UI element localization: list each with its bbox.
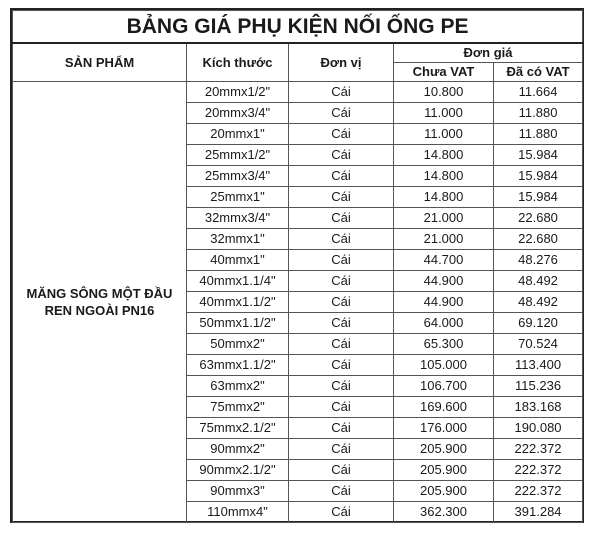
price-with-vat-cell: 391.284 xyxy=(494,501,583,522)
price-with-vat-cell: 11.880 xyxy=(494,123,583,144)
size-cell: 25mmx3/4" xyxy=(187,165,289,186)
header-product: SẢN PHẨM xyxy=(13,43,187,81)
price-no-vat-cell: 205.900 xyxy=(394,459,494,480)
price-with-vat-cell: 113.400 xyxy=(494,354,583,375)
unit-cell: Cái xyxy=(289,375,394,396)
price-with-vat-cell: 69.120 xyxy=(494,312,583,333)
price-with-vat-cell: 115.236 xyxy=(494,375,583,396)
price-no-vat-cell: 14.800 xyxy=(394,165,494,186)
price-with-vat-cell: 48.492 xyxy=(494,270,583,291)
size-cell: 63mmx1.1/2" xyxy=(187,354,289,375)
unit-cell: Cái xyxy=(289,144,394,165)
header-unit: Đơn vị xyxy=(289,43,394,81)
size-cell: 50mmx2" xyxy=(187,333,289,354)
size-cell: 20mmx3/4" xyxy=(187,102,289,123)
size-cell: 40mmx1.1/2" xyxy=(187,291,289,312)
price-with-vat-cell: 183.168 xyxy=(494,396,583,417)
size-cell: 90mmx2" xyxy=(187,438,289,459)
size-cell: 40mmx1.1/4" xyxy=(187,270,289,291)
price-no-vat-cell: 44.900 xyxy=(394,270,494,291)
price-with-vat-cell: 222.372 xyxy=(494,480,583,501)
size-cell: 75mmx2" xyxy=(187,396,289,417)
price-no-vat-cell: 44.700 xyxy=(394,249,494,270)
size-cell: 63mmx2" xyxy=(187,375,289,396)
size-cell: 75mmx2.1/2" xyxy=(187,417,289,438)
price-with-vat-cell: 11.664 xyxy=(494,81,583,102)
unit-cell: Cái xyxy=(289,438,394,459)
size-cell: 32mmx3/4" xyxy=(187,207,289,228)
header-no-vat: Chưa VAT xyxy=(394,62,494,81)
size-cell: 25mmx1" xyxy=(187,186,289,207)
price-with-vat-cell: 222.372 xyxy=(494,459,583,480)
table-row xyxy=(13,81,583,102)
header-size: Kích thước xyxy=(187,43,289,81)
price-no-vat-cell: 65.300 xyxy=(394,333,494,354)
price-with-vat-cell: 48.276 xyxy=(494,249,583,270)
price-with-vat-cell: 22.680 xyxy=(494,228,583,249)
unit-cell: Cái xyxy=(289,354,394,375)
unit-cell: Cái xyxy=(289,186,394,207)
price-no-vat-cell: 362.300 xyxy=(394,501,494,522)
unit-cell: Cái xyxy=(289,291,394,312)
price-with-vat-cell: 22.680 xyxy=(494,207,583,228)
size-cell: 25mmx1/2" xyxy=(187,144,289,165)
size-cell: 40mmx1" xyxy=(187,249,289,270)
price-no-vat-cell: 11.000 xyxy=(394,102,494,123)
unit-cell: Cái xyxy=(289,228,394,249)
price-with-vat-cell: 15.984 xyxy=(494,165,583,186)
price-no-vat-cell: 14.800 xyxy=(394,144,494,165)
size-cell: 90mmx2.1/2" xyxy=(187,459,289,480)
product-name: MĂNG SÔNG MỘT ĐẦU REN NGOÀI PN16 xyxy=(13,81,187,522)
size-cell: 20mmx1/2" xyxy=(187,81,289,102)
unit-cell: Cái xyxy=(289,312,394,333)
price-table-frame xyxy=(10,8,584,523)
unit-cell: Cái xyxy=(289,81,394,102)
unit-cell: Cái xyxy=(289,480,394,501)
header-price: Đơn giá xyxy=(394,43,583,62)
price-no-vat-cell: 10.800 xyxy=(394,81,494,102)
price-no-vat-cell: 176.000 xyxy=(394,417,494,438)
unit-cell: Cái xyxy=(289,417,394,438)
price-with-vat-cell: 15.984 xyxy=(494,144,583,165)
price-no-vat-cell: 205.900 xyxy=(394,438,494,459)
price-no-vat-cell: 106.700 xyxy=(394,375,494,396)
unit-cell: Cái xyxy=(289,249,394,270)
price-table xyxy=(12,10,583,523)
unit-cell: Cái xyxy=(289,396,394,417)
price-no-vat-cell: 14.800 xyxy=(394,186,494,207)
unit-cell: Cái xyxy=(289,459,394,480)
unit-cell: Cái xyxy=(289,102,394,123)
size-cell: 50mmx1.1/2" xyxy=(187,312,289,333)
price-with-vat-cell: 70.524 xyxy=(494,333,583,354)
header-with-vat: Đã có VAT xyxy=(494,62,583,81)
unit-cell: Cái xyxy=(289,165,394,186)
size-cell: 32mmx1" xyxy=(187,228,289,249)
price-no-vat-cell: 44.900 xyxy=(394,291,494,312)
price-no-vat-cell: 21.000 xyxy=(394,207,494,228)
price-no-vat-cell: 205.900 xyxy=(394,480,494,501)
unit-cell: Cái xyxy=(289,207,394,228)
price-no-vat-cell: 169.600 xyxy=(394,396,494,417)
unit-cell: Cái xyxy=(289,333,394,354)
price-with-vat-cell: 190.080 xyxy=(494,417,583,438)
size-cell: 20mmx1" xyxy=(187,123,289,144)
price-no-vat-cell: 21.000 xyxy=(394,228,494,249)
price-no-vat-cell: 64.000 xyxy=(394,312,494,333)
size-cell: 90mmx3" xyxy=(187,480,289,501)
size-cell: 110mmx4" xyxy=(187,501,289,522)
price-with-vat-cell: 11.880 xyxy=(494,102,583,123)
unit-cell: Cái xyxy=(289,501,394,522)
price-no-vat-cell: 11.000 xyxy=(394,123,494,144)
unit-cell: Cái xyxy=(289,123,394,144)
unit-cell: Cái xyxy=(289,270,394,291)
price-no-vat-cell: 105.000 xyxy=(394,354,494,375)
price-with-vat-cell: 15.984 xyxy=(494,186,583,207)
price-with-vat-cell: 48.492 xyxy=(494,291,583,312)
table-body xyxy=(13,81,583,522)
price-with-vat-cell: 222.372 xyxy=(494,438,583,459)
table-title: BẢNG GIÁ PHỤ KIỆN NỐI ỐNG PE xyxy=(13,11,583,44)
